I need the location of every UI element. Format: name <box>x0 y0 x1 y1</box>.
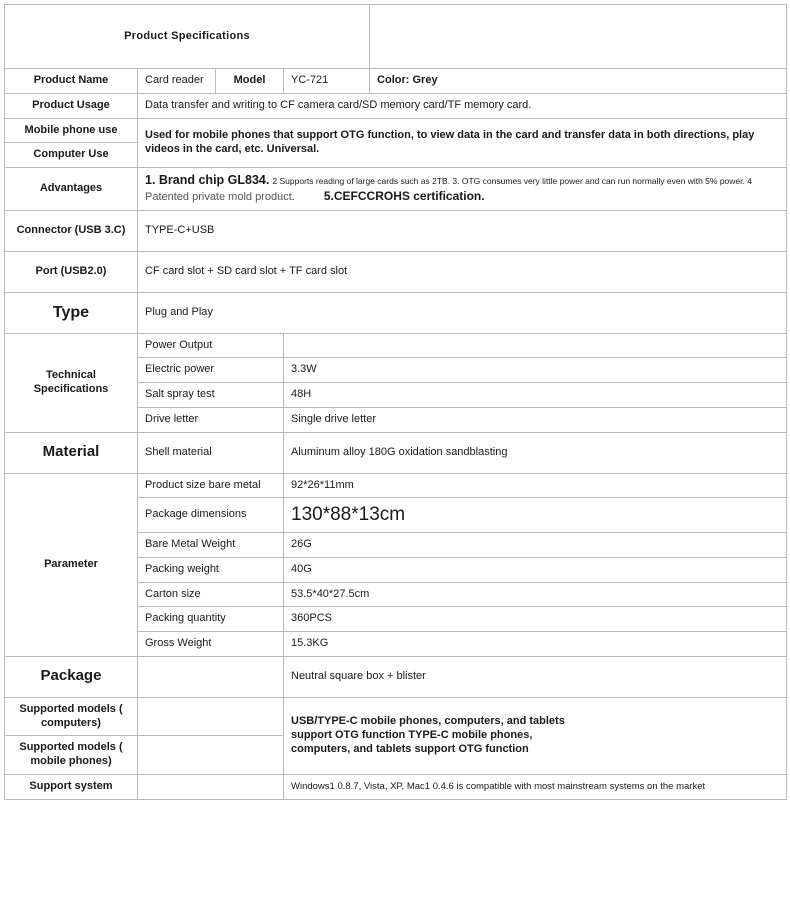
material-label: Material <box>5 432 138 473</box>
parameter-label: Parameter <box>5 473 138 656</box>
tech-salt-spray-label: Salt spray test <box>138 383 284 408</box>
supported-models-line-2: support OTG function TYPE-C mobile phones, <box>291 728 533 741</box>
param-size-label: Product size bare metal <box>138 473 284 498</box>
param-packing-weight-value: 40G <box>284 557 787 582</box>
page-title: Product Specifications <box>5 5 370 69</box>
tech-drive-letter-value: Single drive letter <box>284 407 787 432</box>
table-row <box>5 210 787 251</box>
table-row <box>5 697 787 736</box>
param-package-dimensions-label: Package dimensions <box>138 498 284 533</box>
title-blank-cell <box>370 5 787 69</box>
param-gross-weight-value: 15.3KG <box>284 632 787 657</box>
param-package-dimensions-value: 130*88*13cm <box>284 498 787 533</box>
supported-models-phones-label: Supported models ( mobile phones) <box>5 736 138 775</box>
material-shell-value: Aluminum alloy 180G oxidation sandblasting <box>284 432 787 473</box>
specifications-table <box>4 4 787 800</box>
model-label: Model <box>216 69 284 94</box>
supported-models-value <box>284 697 787 774</box>
param-size-value: 92*26*11mm <box>284 473 787 498</box>
supported-models-computers-label: Supported models ( computers) <box>5 697 138 736</box>
advantages-line-4: 5.CEFCCROHS certification. <box>323 188 485 203</box>
product-usage-value: Data transfer and writing to CF camera card/SD memory card/TF memory card. <box>138 93 787 118</box>
tech-power-output-label: Power Output <box>138 333 284 358</box>
table-row <box>5 656 787 697</box>
table-row <box>5 168 787 211</box>
table-row <box>5 69 787 94</box>
type-value: Plug and Play <box>138 292 787 333</box>
param-bare-metal-weight-label: Bare Metal Weight <box>138 533 284 558</box>
connector-label: Connector (USB 3.C) <box>5 210 138 251</box>
tech-drive-letter-label: Drive letter <box>138 407 284 432</box>
product-name-label: Product Name <box>5 69 138 94</box>
package-value: Neutral square box + blister <box>284 656 787 697</box>
mobile-phone-use-label: Mobile phone use <box>5 118 138 143</box>
package-label: Package <box>5 656 138 697</box>
support-system-label: Support system <box>5 774 138 799</box>
table-row <box>5 118 787 143</box>
supported-computers-blank-cell <box>138 697 284 736</box>
param-carton-size-label: Carton size <box>138 582 284 607</box>
supported-models-line-3: computers, and tablets support OTG function <box>291 742 529 755</box>
type-label: Type <box>5 292 138 333</box>
model-value: YC-721 <box>284 69 370 94</box>
table-row <box>5 93 787 118</box>
table-row <box>5 473 787 498</box>
table-row <box>5 292 787 333</box>
use-value: Used for mobile phones that support OTG function, to view data in the card and transfer data in both directions, play videos in the card, etc. Universal. <box>138 118 787 168</box>
table-row <box>5 333 787 358</box>
connector-value: TYPE-C+USB <box>138 210 787 251</box>
color-value: Color: Grey <box>370 69 787 94</box>
product-name-value: Card reader <box>138 69 216 94</box>
package-blank-cell <box>138 656 284 697</box>
advantages-line-3: Patented private mold product. <box>145 190 295 203</box>
product-usage-label: Product Usage <box>5 93 138 118</box>
advantages-line-2: 2 Supports reading of large cards such as 2TB. 3. OTG consumes very little power and can run normally even with 5% power. 4 <box>272 176 752 186</box>
table-row <box>5 251 787 292</box>
tech-electric-power-value: 3.3W <box>284 358 787 383</box>
tech-electric-power-label: Electric power <box>138 358 284 383</box>
supported-models-line-1: USB/TYPE-C mobile phones, computers, and tablets <box>291 715 565 728</box>
param-packing-quantity-value: 360PCS <box>284 607 787 632</box>
advantages-label: Advantages <box>5 168 138 211</box>
table-row <box>5 5 787 69</box>
tech-salt-spray-value: 48H <box>284 383 787 408</box>
computer-use-label: Computer Use <box>5 143 138 168</box>
param-gross-weight-label: Gross Weight <box>138 632 284 657</box>
tech-power-output-value <box>284 333 787 358</box>
param-packing-weight-label: Packing weight <box>138 557 284 582</box>
table-row <box>5 432 787 473</box>
param-packing-quantity-label: Packing quantity <box>138 607 284 632</box>
param-carton-size-value: 53.5*40*27.5cm <box>284 582 787 607</box>
technical-specifications-label: Technical Specifications <box>5 333 138 432</box>
advantages-value <box>138 168 787 211</box>
port-label: Port (USB2.0) <box>5 251 138 292</box>
support-system-value: Windows1 0.8.7, Vista, XP, Mac1 0.4.6 is compatible with most mainstream systems on the market <box>284 774 787 799</box>
table-row <box>5 774 787 799</box>
supported-phones-blank-cell <box>138 736 284 775</box>
port-value: CF card slot + SD card slot + TF card slot <box>138 251 787 292</box>
advantages-line-1: 1. Brand chip GL834. <box>145 173 270 187</box>
material-shell-label: Shell material <box>138 432 284 473</box>
support-system-blank-cell <box>138 774 284 799</box>
param-bare-metal-weight-value: 26G <box>284 533 787 558</box>
